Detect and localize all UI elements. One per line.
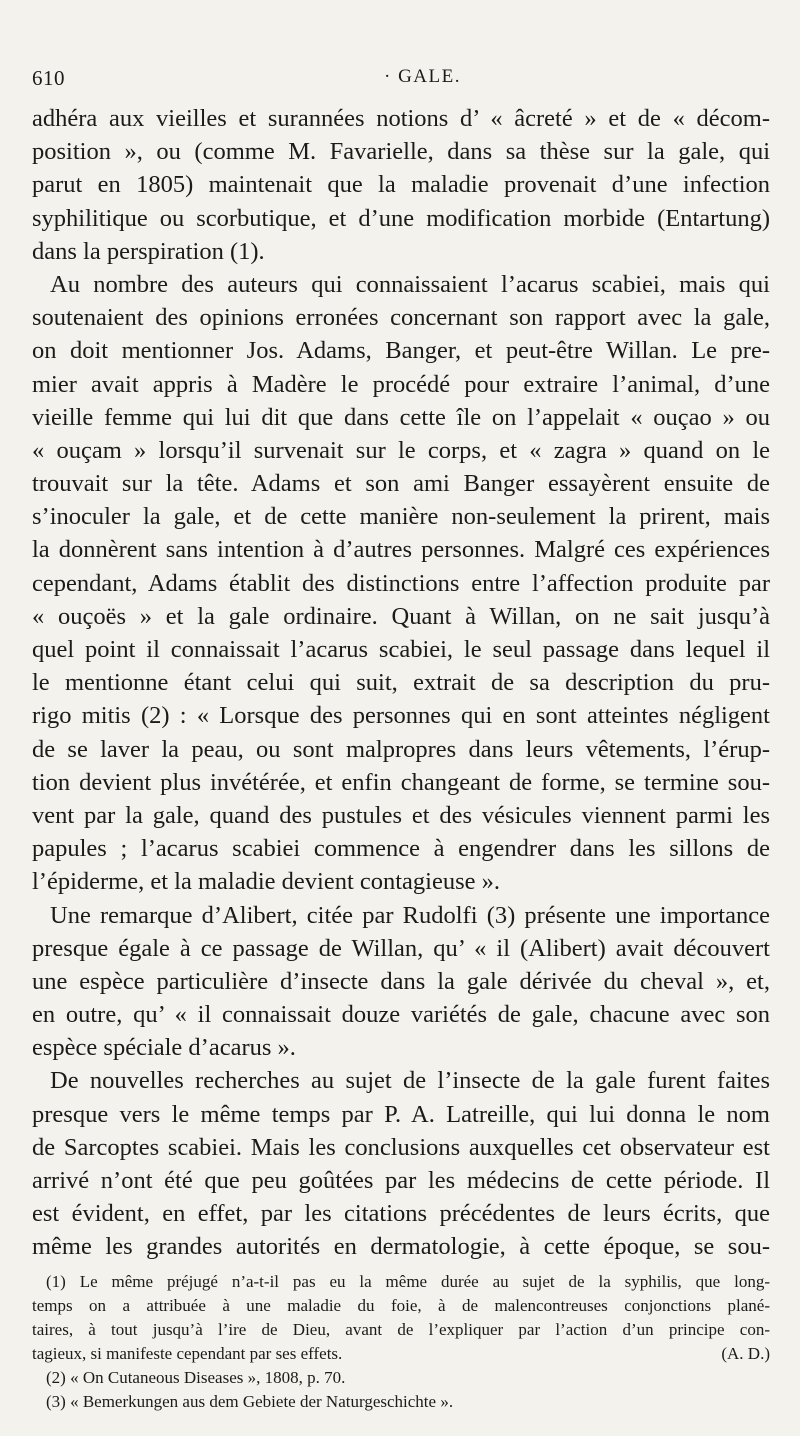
text-line: trouvait sur la tête. Adams et son ami Banger essayèrent ensuite de [32, 470, 770, 498]
text-line: vent par la gale, quand des pustules et des vésicules viennent parmi les [32, 801, 770, 829]
text-line: espèce spéciale d’acarus ». [32, 1034, 296, 1062]
text-line: mier avait appris à Madère le procédé pour extraire l’animal, d’une [32, 370, 770, 398]
text-line: dans la perspiration (1). [32, 237, 265, 265]
text-line: cependant, Adams établit des distinctions entre l’affection produite par [32, 569, 770, 597]
footnote-line [32, 1342, 770, 1366]
text-line: syphilitique ou scorbutique, et d’une modification morbide (Entartung) [32, 204, 770, 232]
footnote-text: tagieux, si manifeste cependant par ses effets. [32, 1344, 343, 1363]
text-line: arrivé n’ont été que peu goûtées par les médecins de cette période. Il [32, 1167, 770, 1194]
text-line: la donnèrent sans intention à d’autres personnes. Malgré ces expériences [32, 536, 770, 564]
text-line: l’épiderme, et la maladie devient contagieuse ». [32, 868, 501, 896]
text-line: même les grandes autorités en dermatologie, à cette époque, se sou- [32, 1233, 770, 1261]
footnote-line: temps on a attribuée à une maladie du foie, à de malencontreuses conjonctions plané- [32, 1296, 770, 1315]
text-line: De nouvelles recherches au sujet de l’insecte de la gale furent faites [50, 1067, 770, 1095]
footnote-line: taires, à tout jusqu’à l’ire de Dieu, avant de l’expliquer par l’action d’un principe con- [32, 1320, 770, 1339]
footnote-line: (2) « On Cutaneous Diseases », 1808, p. 70. [46, 1368, 346, 1387]
text-line: le mentionne étant celui qui suit, extrait de sa description du pru- [32, 669, 770, 697]
footnote-line: (1) Le même préjugé n’a-t-il pas eu la même durée au sujet de la syphilis, que long- [46, 1272, 770, 1291]
footnote-line: (3) « Bemerkungen aus dem Gebiete der Naturgeschichte ». [46, 1392, 454, 1411]
text-line: vieille femme qui lui dit que dans cette île on l’appelait « ouçao » ou [32, 403, 770, 431]
text-line: « ouçam » lorsqu’il survenait sur le corps, et « zagra » quand on le [32, 436, 770, 464]
text-line: « ouçoës » et la gale ordinaire. Quant à Willan, on ne sait jusqu’à [32, 602, 770, 630]
text-line: parut en 1805) maintenait que la maladie provenait d’une infection [32, 171, 770, 199]
text-line: papules ; l’acarus scabiei commence à engendrer dans les sillons de [32, 835, 770, 863]
text-line: adhéra aux vieilles et surannées notions d’ « âcreté » et de « décom- [32, 105, 770, 132]
page-number: 610 [32, 66, 65, 90]
body-text [32, 102, 770, 1264]
text-line: Au nombre des auteurs qui connaissaient l’acarus scabiei, mais qui [50, 270, 770, 298]
text-line: en outre, qu’ « il connaissait douze variétés de gale, chacune avec son [32, 1001, 770, 1029]
footnotes [32, 1270, 770, 1414]
text-line: s’inoculer la gale, et de cette manière non-seulement la prirent, mais [32, 503, 770, 531]
running-head: · GALE. [384, 66, 461, 87]
text-line: de se laver la peau, ou sont malpropres dans leurs vêtements, l’érup- [32, 735, 770, 763]
text-line: position », ou (comme M. Favarielle, dans sa thèse sur la gale, qui [32, 138, 770, 166]
text-line: tion devient plus invétérée, et enfin changeant de forme, se termine sou- [32, 768, 770, 796]
text-line: presque égale à ce passage de Willan, qu’ « il (Alibert) avait découvert [32, 934, 770, 962]
text-line: de Sarcoptes scabiei. Mais les conclusions auxquelles cet observateur est [32, 1133, 770, 1161]
text-line: Une remarque d’Alibert, citée par Rudolfi (3) présente une importance [50, 901, 770, 929]
text-line: presque vers le même temps par P. A. Latreille, qui lui donna le nom [32, 1100, 770, 1128]
text-line: rigo mitis (2) : « Lorsque des personnes qui en sont atteintes négligent [32, 702, 770, 730]
text-line: quel point il connaissait l’acarus scabiei, le seul passage dans lequel il [32, 636, 770, 663]
text-line: est évident, en effet, par les citations précédentes de leurs écrits, que [32, 1200, 770, 1228]
text-line: soutenaient des opinions erronées concernant son rapport avec la gale, [32, 304, 770, 332]
text-line: une espèce particulière d’insecte dans la gale dérivée du cheval », et, [32, 967, 770, 995]
page-header [32, 66, 770, 96]
text-line: on doit mentionner Jos. Adams, Banger, et peut-être Willan. Le pre- [32, 337, 770, 365]
footnote-signature: (A. D.) [721, 1344, 770, 1363]
